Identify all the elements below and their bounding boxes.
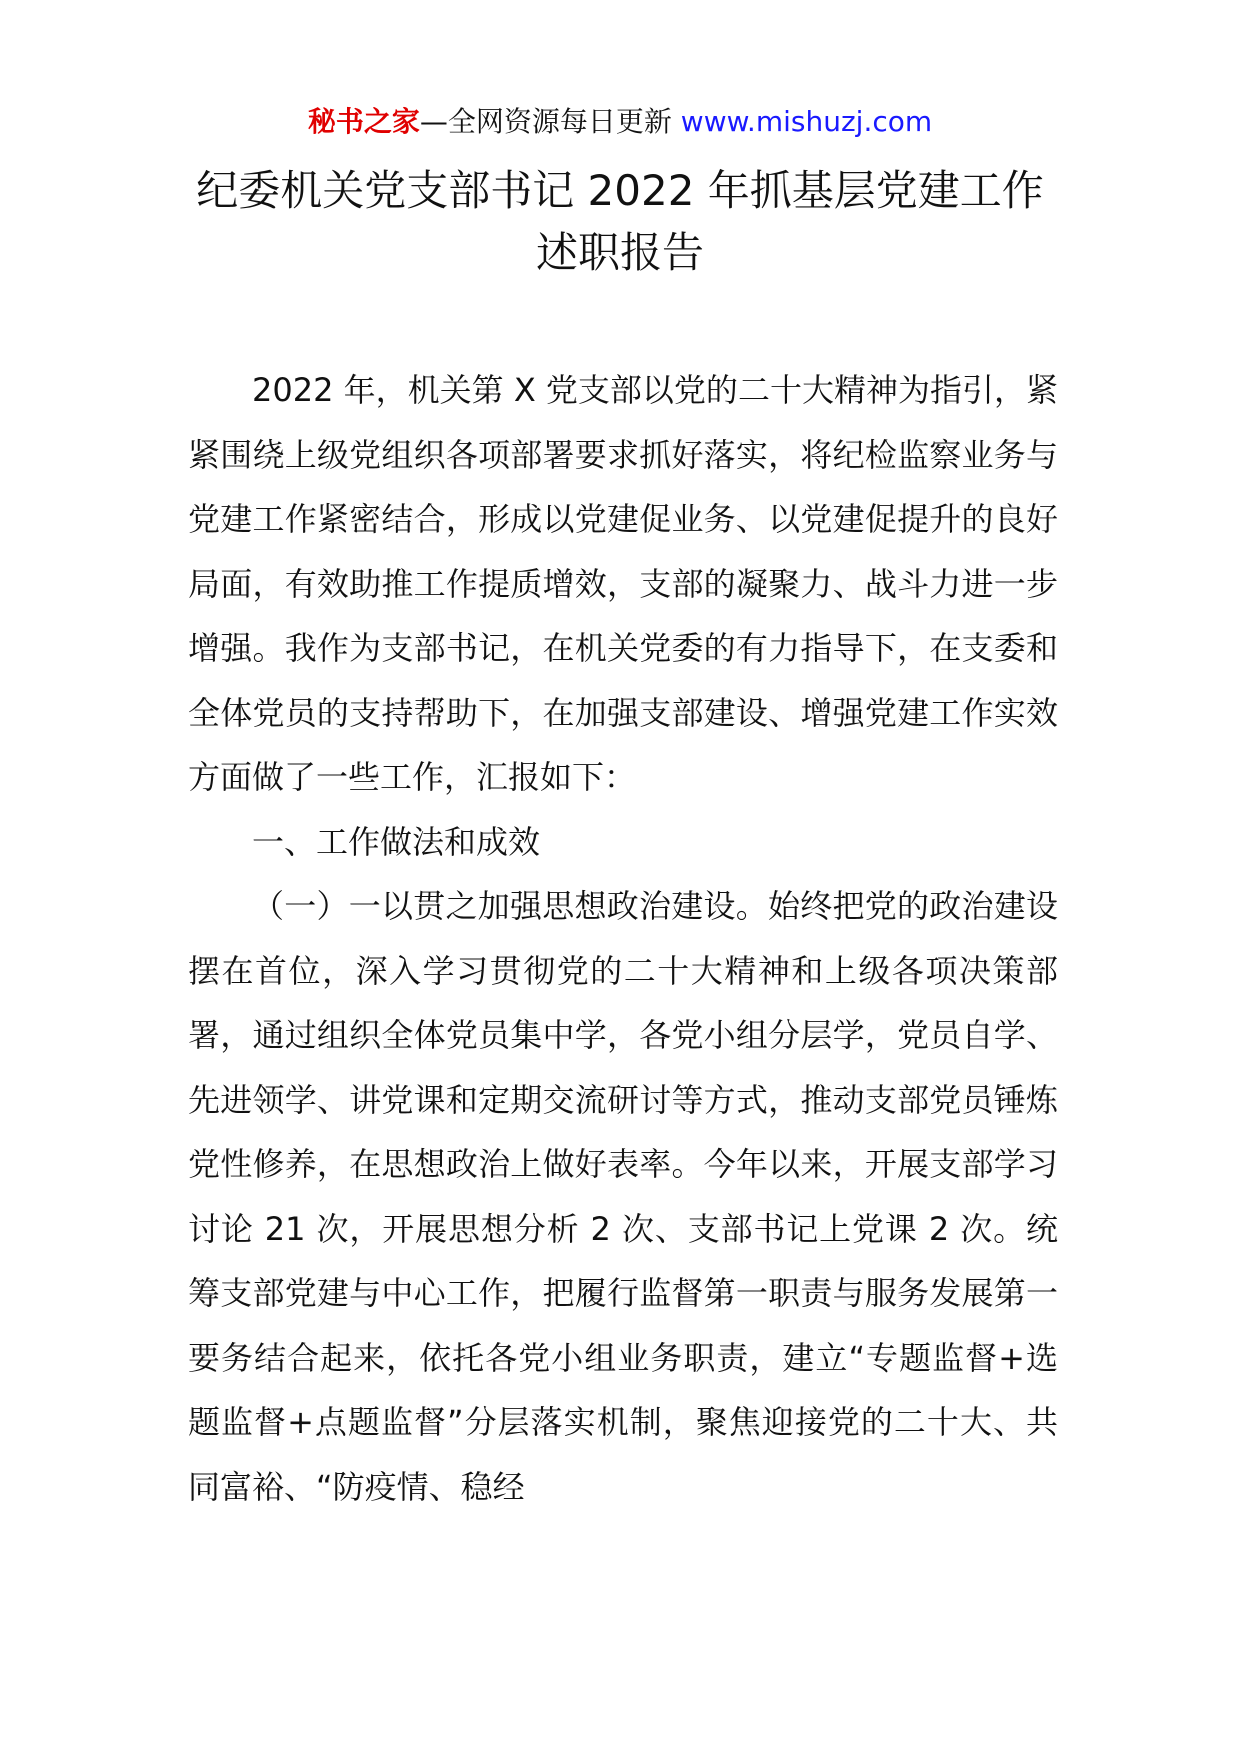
document-title: 纪委机关党支部书记 2022 年抓基层党建工作述职报告 [196,166,1044,277]
document-body [188,358,1058,1519]
intro-paragraph: 2022 年，机关第 X 党支部以党的二十大精神为指引，紧紧围绕上级党组织各项部署要求抓好落实，将纪检监察业务与党建工作紧密结合，形成以党建促业务、以党建促提升的良好局面，有效助推工作提质增效，支部的凝聚力、战斗力进一步增强。我作为支部书记，在机关党委的有力指导下，在支委和全体党员的支持帮助下，在加强支部建设、增强党建工作实效方面做了一些工作，汇报如下： [188,371,1058,796]
site-url-link[interactable]: www.mishuzj.com [680,105,933,138]
subsection-paragraph: （一）一以贯之加强思想政治建设。始终把党的政治建设摆在首位，深入学习贯彻党的二十大精神和上级各项决策部署，通过组织全体党员集中学，各党小组分层学，党员自学、先进领学、讲党课和定期交流研讨等方式，推动支部党员锤炼党性修养，在思想政治上做好表率。今年以来，开展支部学习讨论 21 次，开展思想分析 2 次、支部书记上党课 2 次。统筹支部党建与中心工作，把履行监督第一职责与服务发展第一要务结合起来，依托各党小组业务职责，建立“专题监督+选题监督+点题监督”分层落实机制，聚焦迎接党的二十大、共同富裕、“防疫情、稳经 [188,887,1058,1506]
site-header [0,100,1240,144]
section-heading: 一、工作做法和成效 [252,822,541,861]
site-brand: 秘书之家 [307,105,420,138]
site-tagline: —全网资源每日更新 [419,105,672,138]
